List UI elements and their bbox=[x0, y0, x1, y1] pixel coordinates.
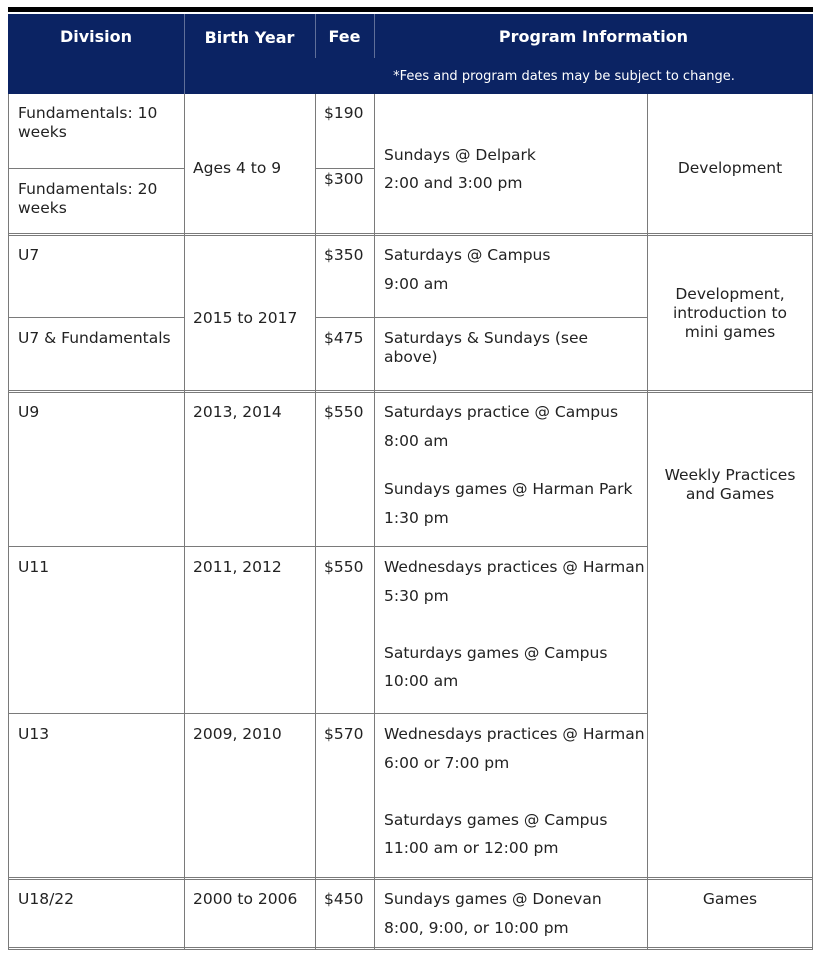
column-divider bbox=[315, 94, 316, 949]
table-border-right bbox=[812, 94, 813, 949]
table-cell-program: Sundays @ Delpark bbox=[384, 146, 536, 164]
table-cell-program: 10:00 am bbox=[384, 672, 459, 690]
header-divider bbox=[315, 14, 316, 58]
table-cell-division: U7 & Fundamentals bbox=[18, 329, 171, 347]
table-cell-birth-year: 2000 to 2006 bbox=[193, 890, 298, 908]
table-cell-fee: $450 bbox=[324, 890, 364, 908]
table-cell-program: 6:00 or 7:00 pm bbox=[384, 754, 510, 772]
table-cell-division: Fundamentals: 20 weeks bbox=[18, 180, 158, 217]
table-cell-birth-year: 2015 to 2017 bbox=[193, 309, 298, 327]
group-divider bbox=[8, 877, 813, 880]
group-divider bbox=[8, 233, 813, 236]
table-cell-birth-year: Ages 4 to 9 bbox=[193, 159, 282, 177]
table-cell-fee: $350 bbox=[324, 246, 364, 264]
table-cell-fee: $300 bbox=[324, 170, 364, 188]
table-cell-category: Development, introduction to mini games bbox=[672, 285, 788, 341]
table-cell-program: Wednesdays practices @ Harman bbox=[384, 725, 645, 743]
table-cell-division: U9 bbox=[18, 403, 40, 421]
table-cell-division: U13 bbox=[18, 725, 50, 743]
table-cell-program: 5:30 pm bbox=[384, 587, 449, 605]
table-cell-division: U11 bbox=[18, 558, 50, 576]
table-cell-birth-year: 2013, 2014 bbox=[193, 403, 282, 421]
column-divider bbox=[184, 94, 185, 949]
row-divider bbox=[315, 317, 647, 318]
row-divider bbox=[8, 168, 184, 169]
table-top-rule bbox=[8, 7, 813, 12]
header-division-filler bbox=[8, 58, 184, 94]
table-cell-fee: $475 bbox=[324, 329, 364, 347]
table-cell-fee: $570 bbox=[324, 725, 364, 743]
table-cell-program: Saturdays games @ Campus bbox=[384, 644, 608, 662]
column-divider bbox=[647, 94, 648, 949]
header-birth-year: Birth Year bbox=[184, 14, 315, 94]
row-divider bbox=[8, 317, 184, 318]
row-divider bbox=[8, 546, 647, 547]
table-cell-program: Saturdays @ Campus bbox=[384, 246, 551, 264]
table-cell-fee: $190 bbox=[324, 104, 364, 122]
header-division: Division bbox=[8, 14, 184, 58]
table-cell-program: 1:30 pm bbox=[384, 509, 449, 527]
table-border-left bbox=[8, 94, 9, 949]
header-program-information: Program Information bbox=[374, 14, 813, 58]
table-cell-fee: $550 bbox=[324, 558, 364, 576]
table-cell-program: 11:00 am or 12:00 pm bbox=[384, 839, 559, 857]
group-divider bbox=[8, 390, 813, 393]
table-bottom-border bbox=[8, 947, 813, 950]
table-cell-program: 8:00, 9:00, or 10:00 pm bbox=[384, 919, 569, 937]
table-cell-division: U18/22 bbox=[18, 890, 75, 908]
table-cell-program: 9:00 am bbox=[384, 275, 449, 293]
header-fee: Fee bbox=[315, 14, 374, 58]
table-cell-program: Saturdays & Sundays (see above) bbox=[384, 329, 589, 366]
table-cell-program: 2:00 and 3:00 pm bbox=[384, 174, 523, 192]
table-cell-program: 8:00 am bbox=[384, 432, 449, 450]
table-cell-birth-year: 2009, 2010 bbox=[193, 725, 282, 743]
table-cell-category: Games bbox=[702, 890, 758, 908]
table-cell-program: Wednesdays practices @ Harman bbox=[384, 558, 645, 576]
row-divider bbox=[315, 168, 374, 169]
header-note: *Fees and program dates may be subject to change. bbox=[315, 58, 813, 94]
table-cell-birth-year: 2011, 2012 bbox=[193, 558, 282, 576]
header-divider bbox=[184, 14, 185, 94]
column-divider bbox=[374, 94, 375, 949]
table-cell-division: U7 bbox=[18, 246, 40, 264]
row-divider bbox=[8, 713, 647, 714]
table-cell-fee: $550 bbox=[324, 403, 364, 421]
table-cell-program: Saturdays games @ Campus bbox=[384, 811, 608, 829]
table-cell-category: Weekly Practices and Games bbox=[664, 466, 796, 503]
header-divider bbox=[374, 14, 375, 58]
table-cell-program: Saturdays practice @ Campus bbox=[384, 403, 619, 421]
table-cell-category: Development bbox=[677, 159, 783, 177]
table-cell-program: Sundays games @ Harman Park bbox=[384, 480, 633, 498]
table-cell-division: Fundamentals: 10 weeks bbox=[18, 104, 158, 141]
table-cell-program: Sundays games @ Donevan bbox=[384, 890, 602, 908]
